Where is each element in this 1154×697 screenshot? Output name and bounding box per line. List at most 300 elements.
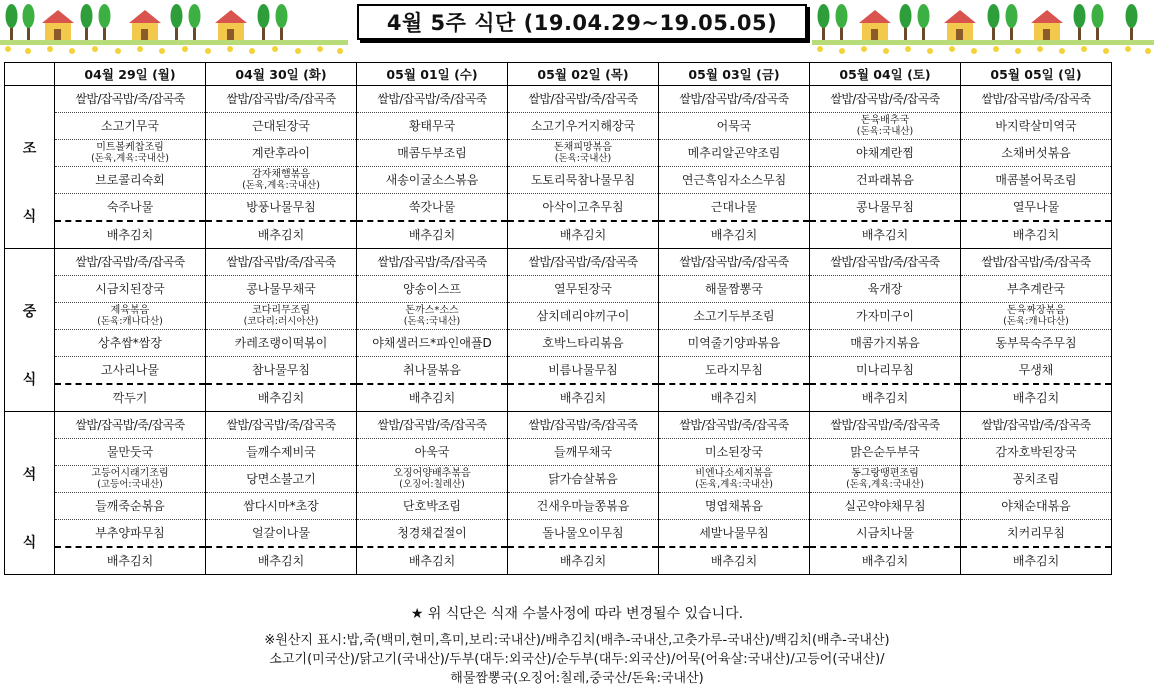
menu-item-name: 아삭이고추무침 <box>542 199 624 214</box>
menu-item-name: 상추쌈*쌈장 <box>98 335 162 350</box>
menu-item <box>357 303 507 330</box>
menu-item <box>55 140 205 167</box>
menu-item-name: 소채버섯볶음 <box>1001 145 1071 160</box>
menu-item-name: 들깨무채국 <box>554 444 612 459</box>
menu-item <box>810 385 960 411</box>
menu-item <box>810 493 960 520</box>
menu-item <box>659 194 809 222</box>
day-menu-cell <box>55 86 206 249</box>
menu-item <box>55 276 205 303</box>
menu-item <box>810 439 960 466</box>
menu-item <box>55 113 205 140</box>
menu-item <box>55 493 205 520</box>
menu-item-name: 배추김치 <box>257 227 305 242</box>
menu-item <box>961 412 1111 439</box>
menu-item-name: 배추김치 <box>257 390 305 405</box>
origin-line: ※원산지 표시:밥,죽(백미,현미,흑미,보리:국내산)/배추김치(배추-국내산,고춧가루-국내산)/백김치(배추-국내산) <box>264 633 890 648</box>
menu-item-name: 콩나물무채국 <box>246 281 316 296</box>
menu-item-name: 새송이굴소스볶음 <box>385 172 479 187</box>
menu-item-name: 비엔나소세지볶음 <box>695 468 773 479</box>
menu-item-name: 쑥갓나물 <box>408 199 456 214</box>
date-header: 05월 04일 (토) <box>810 63 961 86</box>
date-header: 05월 03일 (금) <box>659 63 810 86</box>
menu-item <box>961 439 1111 466</box>
menu-item-name: 배추김치 <box>408 227 456 242</box>
house-icon <box>129 10 161 40</box>
menu-item-name: 세발나물무침 <box>699 525 769 540</box>
menu-item <box>810 330 960 357</box>
menu-item-name: 꽁치조림 <box>1012 471 1060 486</box>
menu-item-name: 방풍나물무침 <box>246 199 316 214</box>
corner-cell <box>5 63 55 86</box>
menu-item-name: 배추김치 <box>408 553 456 568</box>
menu-item <box>961 520 1111 548</box>
menu-item-name: 쌀밥/잡곡밥/죽/잡곡죽 <box>377 91 487 106</box>
menu-item <box>810 113 960 140</box>
tree-icon <box>171 4 183 40</box>
menu-item-name: 배추김치 <box>1012 227 1060 242</box>
meal-label-cell <box>5 86 55 249</box>
menu-item <box>206 113 356 140</box>
menu-item-name: 배추김치 <box>106 553 154 568</box>
flower-icon <box>817 46 1151 54</box>
menu-item <box>810 412 960 439</box>
change-notice: ★ 위 식단은 식재 수불사정에 따라 변경될수 있습니다. <box>410 606 744 622</box>
menu-item <box>206 439 356 466</box>
menu-item <box>508 548 658 574</box>
menu-item-name: 쌀밥/잡곡밥/죽/잡곡죽 <box>226 254 336 269</box>
menu-item-name: 배추김치 <box>257 553 305 568</box>
tree-icon <box>1074 4 1086 40</box>
menu-item <box>206 357 356 385</box>
menu-item-name: 메추리알곤약조림 <box>687 145 781 160</box>
menu-item-name: 쌀밥/잡곡밥/죽/잡곡죽 <box>830 417 940 432</box>
menu-item-name: 배추김치 <box>710 227 758 242</box>
menu-item-name: 얼갈이나물 <box>252 525 310 540</box>
menu-item-name: 쌀밥/잡곡밥/죽/잡곡죽 <box>830 254 940 269</box>
menu-item-origin: (돈육,계육:국내산) <box>91 153 169 164</box>
menu-item-name: 시금치된장국 <box>95 281 165 296</box>
menu-item <box>55 439 205 466</box>
menu-item-name: 매콤가지볶음 <box>850 335 920 350</box>
menu-item <box>206 194 356 222</box>
menu-item-name: 야채계란찜 <box>856 145 914 160</box>
menu-item-origin: (돈육,계육:국내산) <box>695 479 773 490</box>
menu-item <box>659 385 809 411</box>
menu-item <box>961 330 1111 357</box>
menu-item <box>357 86 507 113</box>
menu-item-name: 배추김치 <box>1012 553 1060 568</box>
menu-item-name: 쌀밥/잡곡밥/죽/잡곡죽 <box>528 417 638 432</box>
menu-item <box>659 412 809 439</box>
menu-item-name: 쌀밥/잡곡밥/죽/잡곡죽 <box>679 417 789 432</box>
menu-item-origin: (고등어:국내산) <box>97 479 163 490</box>
menu-item <box>206 222 356 248</box>
menu-item-name: 배추김치 <box>710 553 758 568</box>
menu-item-name: 단호박조림 <box>403 498 461 513</box>
menu-item-name: 쌀밥/잡곡밥/죽/잡곡죽 <box>75 254 185 269</box>
day-menu-cell <box>659 412 810 575</box>
menu-item-name: 소고기두부조림 <box>693 308 775 323</box>
menu-item-name: 코다리무조림 <box>252 305 310 316</box>
menu-item <box>357 276 507 303</box>
menu-item <box>206 548 356 574</box>
menu-item-name: 쌀밥/잡곡밥/죽/잡곡죽 <box>75 417 185 432</box>
tree-icon <box>258 4 270 40</box>
menu-item-name: 쌈다시마*초장 <box>243 498 319 513</box>
menu-item-name: 시금치나물 <box>856 525 914 540</box>
menu-item <box>961 357 1111 385</box>
menu-item <box>55 385 205 411</box>
menu-item-name: 가자미구이 <box>856 308 914 323</box>
menu-item <box>810 167 960 194</box>
menu-item-name: 닭가슴살볶음 <box>548 471 618 486</box>
menu-item-name: 도라지무침 <box>705 362 763 377</box>
menu-item <box>55 548 205 574</box>
menu-item-name: 쌀밥/잡곡밥/죽/잡곡죽 <box>981 254 1091 269</box>
menu-item <box>961 140 1111 167</box>
menu-item-name: 매콤볼어묵조림 <box>995 172 1077 187</box>
date-header-row <box>5 63 1112 86</box>
meal-label-cell <box>5 249 55 412</box>
menu-item-name: 쌀밥/잡곡밥/죽/잡곡죽 <box>75 91 185 106</box>
day-menu-cell <box>206 412 357 575</box>
menu-item-name: 들깨죽순볶음 <box>95 498 165 513</box>
menu-item-name: 깍두기 <box>112 390 148 405</box>
menu-item <box>961 222 1111 248</box>
menu-item-origin: (코다리:러시아산) <box>243 316 319 327</box>
tree-icon <box>1092 4 1104 40</box>
tree-icon <box>81 4 93 40</box>
menu-item <box>508 167 658 194</box>
menu-item-name: 배추김치 <box>1012 390 1060 405</box>
menu-item <box>810 466 960 493</box>
menu-item <box>206 140 356 167</box>
menu-item <box>55 86 205 113</box>
menu-item-name: 미역줄기양파볶음 <box>687 335 781 350</box>
menu-item <box>810 222 960 248</box>
menu-item <box>357 412 507 439</box>
menu-item <box>810 86 960 113</box>
menu-item-name: 물만둣국 <box>106 444 154 459</box>
menu-item <box>206 412 356 439</box>
menu-item <box>659 330 809 357</box>
menu-item-name: 부추계란국 <box>1007 281 1065 296</box>
menu-item <box>961 167 1111 194</box>
meal-label-bottom: 식 <box>22 535 37 551</box>
menu-item <box>961 385 1111 411</box>
day-menu-cell <box>508 412 659 575</box>
meal-label-cell <box>5 412 55 575</box>
menu-item <box>961 194 1111 222</box>
house-icon <box>215 10 247 40</box>
menu-item-name: 제육볶음 <box>110 305 150 316</box>
menu-item <box>659 466 809 493</box>
menu-item-name: 열무나물 <box>1012 199 1060 214</box>
day-menu-cell <box>55 249 206 412</box>
menu-item-name: 맑은순두부국 <box>850 444 920 459</box>
menu-item-name: 근대나물 <box>710 199 758 214</box>
menu-item <box>55 412 205 439</box>
menu-item <box>357 439 507 466</box>
menu-item <box>810 357 960 385</box>
menu-item-name: 배추김치 <box>861 553 909 568</box>
tree-icon <box>836 4 848 40</box>
menu-item-origin: (돈육,계육:국내산) <box>846 479 924 490</box>
menu-item-name: 무생채 <box>1018 362 1054 377</box>
date-header: 04월 30일 (화) <box>206 63 357 86</box>
menu-item-name: 해물짬뽕국 <box>705 281 763 296</box>
menu-item <box>357 385 507 411</box>
menu-item <box>55 330 205 357</box>
meal-row-breakfast <box>5 86 1112 249</box>
menu-item <box>961 548 1111 574</box>
menu-item-name: 배추김치 <box>861 227 909 242</box>
menu-item-name: 야채샐러드*파인애플D <box>372 335 492 350</box>
house-icon <box>859 10 891 40</box>
menu-item-name: 소고기우거지해장국 <box>530 118 636 133</box>
day-menu-cell <box>810 249 961 412</box>
menu-item <box>961 113 1111 140</box>
menu-item <box>810 194 960 222</box>
tree-icon <box>818 4 830 40</box>
menu-item <box>206 466 356 493</box>
menu-item <box>357 466 507 493</box>
tree-icon <box>988 4 1000 40</box>
menu-item <box>357 493 507 520</box>
menu-item-name: 배추김치 <box>559 390 607 405</box>
house-icon <box>42 10 74 40</box>
tree-icon <box>1126 4 1138 40</box>
menu-item-name: 미소된장국 <box>705 444 763 459</box>
day-menu-cell <box>961 412 1112 575</box>
menu-item <box>357 113 507 140</box>
menu-item-name: 양송이스프 <box>403 281 461 296</box>
menu-item <box>659 520 809 548</box>
menu-item <box>206 86 356 113</box>
menu-item <box>659 303 809 330</box>
day-menu-cell <box>357 86 508 249</box>
meal-label-bottom: 식 <box>22 372 37 388</box>
tree-icon <box>99 4 111 40</box>
day-menu-cell <box>659 86 810 249</box>
menu-item-name: 미트볼케찹조림 <box>96 142 164 153</box>
menu-item-name: 쌀밥/잡곡밥/죽/잡곡죽 <box>528 91 638 106</box>
menu-item <box>55 222 205 248</box>
menu-item-name: 건파래볶음 <box>856 172 914 187</box>
menu-item-origin: (돈육:캐나다산) <box>97 316 163 327</box>
menu-item <box>659 548 809 574</box>
menu-item <box>659 276 809 303</box>
tree-icon <box>276 4 288 40</box>
menu-item-origin: (돈육:국내산) <box>554 153 612 164</box>
menu-item-name: 부추양파무침 <box>95 525 165 540</box>
menu-item <box>55 466 205 493</box>
day-menu-cell <box>206 86 357 249</box>
origin-notice <box>0 631 1154 688</box>
menu-item <box>810 249 960 276</box>
menu-item <box>810 276 960 303</box>
tree-icon <box>23 4 35 40</box>
menu-item <box>357 167 507 194</box>
menu-item <box>508 357 658 385</box>
menu-item-origin: (돈육:국내산) <box>856 126 914 137</box>
menu-item-name: 쌀밥/잡곡밥/죽/잡곡죽 <box>679 91 789 106</box>
day-menu-cell <box>55 412 206 575</box>
menu-item-name: 배추김치 <box>710 390 758 405</box>
menu-item-name: 돈육짜장볶음 <box>1007 305 1065 316</box>
menu-item <box>508 140 658 167</box>
menu-item-name: 브로콜리숙회 <box>95 172 165 187</box>
menu-item-name: 쌀밥/잡곡밥/죽/잡곡죽 <box>377 417 487 432</box>
menu-item-name: 감자호박된장국 <box>995 444 1077 459</box>
house-icon <box>944 10 976 40</box>
menu-item-origin: (돈육:국내산) <box>403 316 461 327</box>
day-menu-cell <box>810 412 961 575</box>
menu-item-name: 쌀밥/잡곡밥/죽/잡곡죽 <box>830 91 940 106</box>
menu-item-name: 배추김치 <box>559 227 607 242</box>
menu-item-name: 동그랑땡편조림 <box>851 468 919 479</box>
menu-item-name: 쌀밥/잡곡밥/죽/잡곡죽 <box>981 417 1091 432</box>
menu-item-name: 야채순대볶음 <box>1001 498 1071 513</box>
menu-item-name: 열무된장국 <box>554 281 612 296</box>
menu-item-name: 연근흑임자소스무침 <box>681 172 787 187</box>
menu-item <box>961 466 1111 493</box>
menu-item <box>357 330 507 357</box>
menu-item-name: 청경채겉절이 <box>397 525 467 540</box>
menu-item <box>810 548 960 574</box>
menu-item-name: 근대된장국 <box>252 118 310 133</box>
menu-item-name: 바지락살미역국 <box>995 118 1077 133</box>
menu-item-name: 쌀밥/잡곡밥/죽/잡곡죽 <box>226 91 336 106</box>
house-icon <box>1031 10 1063 40</box>
menu-item-name: 아욱국 <box>414 444 450 459</box>
header-banner <box>0 0 1154 62</box>
tree-icon <box>189 4 201 40</box>
menu-item <box>508 303 658 330</box>
menu-item-name: 콩나물무침 <box>856 199 914 214</box>
menu-item <box>659 357 809 385</box>
menu-item <box>508 493 658 520</box>
menu-item-name: 도토리묵참나물무침 <box>530 172 636 187</box>
menu-item <box>508 249 658 276</box>
menu-item-name: 배추김치 <box>559 553 607 568</box>
menu-item-name: 배추김치 <box>106 227 154 242</box>
menu-item <box>357 194 507 222</box>
menu-item-name: 어묵국 <box>716 118 752 133</box>
menu-item-name: 고등어시래기조림 <box>91 468 169 479</box>
menu-item-name: 명엽채볶음 <box>705 498 763 513</box>
menu-item <box>357 520 507 548</box>
meal-label-top: 조 <box>22 141 37 157</box>
menu-item <box>508 385 658 411</box>
menu-item-name: 쌀밥/잡곡밥/죽/잡곡죽 <box>679 254 789 269</box>
menu-item <box>206 276 356 303</box>
menu-item-name: 매콤두부조림 <box>397 145 467 160</box>
menu-item-name: 쌀밥/잡곡밥/죽/잡곡죽 <box>226 417 336 432</box>
origin-line: 소고기(미국산)/닭고기(국내산)/두부(대두:외국산)/순두부(대두:외국산)/어묵(어육살:국내산)/고등어(국내산)/ <box>269 652 885 667</box>
menu-item <box>508 412 658 439</box>
day-menu-cell <box>659 249 810 412</box>
menu-item <box>659 493 809 520</box>
menu-item-name: 건새우마늘쫑볶음 <box>536 498 630 513</box>
day-menu-cell <box>810 86 961 249</box>
menu-item-name: 돈까스*소스 <box>405 305 459 316</box>
tree-icon <box>918 4 930 40</box>
menu-item <box>810 140 960 167</box>
menu-item-name: 배추김치 <box>408 390 456 405</box>
meal-row-lunch <box>5 249 1112 412</box>
menu-item <box>206 520 356 548</box>
meal-row-dinner <box>5 412 1112 575</box>
menu-item <box>55 357 205 385</box>
menu-item <box>659 113 809 140</box>
menu-item <box>508 330 658 357</box>
menu-item-name: 육개장 <box>867 281 903 296</box>
menu-item-name: 쌀밥/잡곡밥/죽/잡곡죽 <box>377 254 487 269</box>
menu-item <box>206 249 356 276</box>
menu-item-name: 치커리무침 <box>1007 525 1065 540</box>
village-decoration-left <box>0 0 348 56</box>
menu-item <box>357 357 507 385</box>
menu-item <box>659 439 809 466</box>
origin-line: 해물짬뽕국(오징어:칠레,중국산/돈육:국내산) <box>450 671 704 686</box>
menu-item-origin: (돈육,계육:국내산) <box>242 180 320 191</box>
meal-label-top: 석 <box>22 467 37 483</box>
menu-item <box>55 249 205 276</box>
meal-label-top: 중 <box>22 304 37 320</box>
date-header: 05월 02일 (목) <box>508 63 659 86</box>
day-menu-cell <box>508 86 659 249</box>
day-menu-cell <box>357 249 508 412</box>
menu-item-name: 오징어양배추볶음 <box>393 468 471 479</box>
tree-icon <box>900 4 912 40</box>
menu-item-name: 배추김치 <box>861 390 909 405</box>
menu-item <box>55 520 205 548</box>
day-menu-cell <box>961 249 1112 412</box>
menu-item-name: 호박느타리볶음 <box>542 335 624 350</box>
menu-item <box>659 222 809 248</box>
menu-item-name: 비름나물무침 <box>548 362 618 377</box>
menu-item <box>508 86 658 113</box>
menu-item-name: 고사리나물 <box>101 362 159 377</box>
day-menu-cell <box>206 249 357 412</box>
menu-item-name: 카레조랭이떡볶이 <box>234 335 328 350</box>
menu-item <box>508 520 658 548</box>
menu-item-name: 계란후라이 <box>252 145 310 160</box>
menu-item-name: 취나물볶음 <box>403 362 461 377</box>
menu-item <box>508 466 658 493</box>
title-box <box>357 4 807 40</box>
menu-item <box>961 303 1111 330</box>
menu-item <box>659 249 809 276</box>
menu-item <box>508 113 658 140</box>
menu-item-origin: (돈육:캐나다산) <box>1003 316 1069 327</box>
menu-item-origin: (오징어:칠레산) <box>399 479 465 490</box>
menu-item <box>508 194 658 222</box>
menu-item-name: 쌀밥/잡곡밥/죽/잡곡죽 <box>981 91 1091 106</box>
menu-item <box>810 303 960 330</box>
weekly-menu-table <box>4 62 1112 575</box>
menu-item-name: 동부묵숙주무침 <box>995 335 1077 350</box>
menu-item-name: 황태무국 <box>408 118 456 133</box>
menu-item <box>55 303 205 330</box>
date-header: 04월 29일 (월) <box>55 63 206 86</box>
menu-item <box>508 276 658 303</box>
menu-item <box>357 222 507 248</box>
menu-item-name: 당면소불고기 <box>246 471 316 486</box>
menu-item-name: 참나물무침 <box>252 362 310 377</box>
